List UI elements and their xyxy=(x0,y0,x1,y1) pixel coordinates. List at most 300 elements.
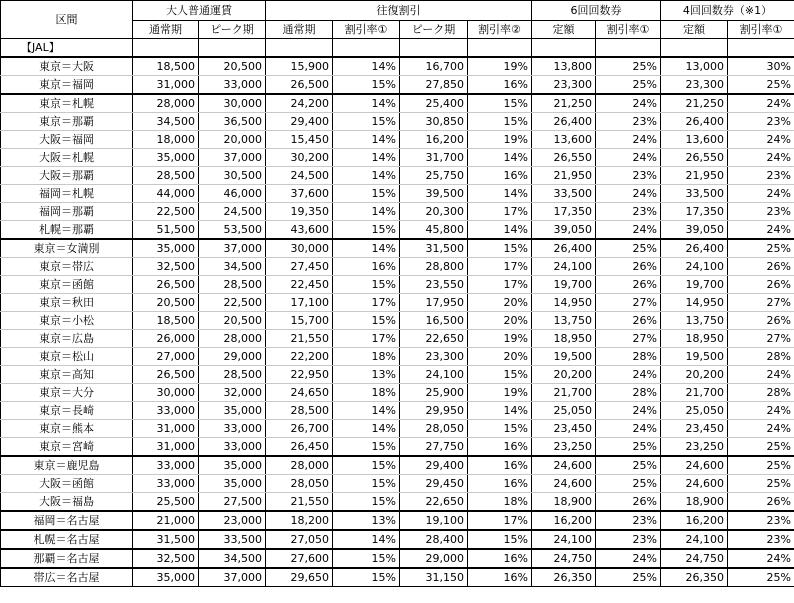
fare-cell: 35,000 xyxy=(133,149,199,167)
fare-cell: 24,500 xyxy=(266,167,333,185)
fare-cell: 36,500 xyxy=(199,113,266,131)
fare-cell: 28,000 xyxy=(199,330,266,348)
fare-cell: 21,700 xyxy=(532,384,596,402)
table-row xyxy=(1,312,794,330)
fare-cell: 13,800 xyxy=(532,57,596,76)
route-cell: 大阪＝函館 xyxy=(1,475,133,493)
route-cell: 東京＝札幌 xyxy=(1,94,133,113)
fare-cell: 17% xyxy=(333,294,400,312)
fare-cell: 24% xyxy=(728,185,794,203)
fare-cell: 13% xyxy=(333,511,400,530)
fare-cell: 26% xyxy=(728,276,794,294)
route-cell: 札幌＝名古屋 xyxy=(1,530,133,549)
fare-cell: 23,450 xyxy=(532,420,596,438)
subheader-cell: 割引率① xyxy=(728,21,794,39)
fare-cell: 21,250 xyxy=(532,94,596,113)
fare-cell: 24% xyxy=(728,420,794,438)
fare-cell: 19% xyxy=(468,384,532,402)
table-row xyxy=(1,94,794,113)
fare-cell: 27,500 xyxy=(199,493,266,512)
route-cell: 東京＝長崎 xyxy=(1,402,133,420)
fare-cell: 15% xyxy=(333,549,400,568)
fare-cell: 23,250 xyxy=(532,438,596,457)
table-row xyxy=(1,167,794,185)
fare-cell: 23% xyxy=(596,511,661,530)
fare-cell: 26,400 xyxy=(532,113,596,131)
fare-cell: 17,350 xyxy=(532,203,596,221)
fare-cell: 14% xyxy=(333,167,400,185)
fare-cell: 19,500 xyxy=(532,348,596,366)
fare-cell: 24% xyxy=(596,185,661,203)
fare-cell: 30,000 xyxy=(133,384,199,402)
fare-cell: 34,500 xyxy=(199,549,266,568)
fare-cell: 33,000 xyxy=(133,402,199,420)
fare-cell: 24,600 xyxy=(661,456,728,475)
fare-cell: 28,500 xyxy=(199,366,266,384)
fare-cell: 33,500 xyxy=(199,530,266,549)
fare-cell: 20% xyxy=(468,348,532,366)
fare-cell: 29,450 xyxy=(400,475,468,493)
fare-cell: 28,000 xyxy=(133,94,199,113)
fare-cell: 16% xyxy=(468,475,532,493)
table-row xyxy=(1,276,794,294)
fare-cell: 25% xyxy=(728,456,794,475)
fare-cell: 28% xyxy=(596,348,661,366)
fare-cell: 23,300 xyxy=(400,348,468,366)
fare-cell: 27,450 xyxy=(266,258,333,276)
fare-cell: 14% xyxy=(333,131,400,149)
table-row xyxy=(1,438,794,457)
table-row xyxy=(1,456,794,475)
fare-cell: 29,400 xyxy=(400,456,468,475)
fare-cell: 24,100 xyxy=(661,530,728,549)
fare-cell: 15% xyxy=(468,530,532,549)
fare-cell: 25,050 xyxy=(532,402,596,420)
table-row xyxy=(1,258,794,276)
route-cell: 札幌＝那覇 xyxy=(1,221,133,240)
fare-cell: 21,550 xyxy=(266,330,333,348)
fare-cell: 15% xyxy=(468,366,532,384)
fare-cell: 18% xyxy=(333,384,400,402)
fare-cell: 26,400 xyxy=(532,239,596,258)
fare-cell: 29,000 xyxy=(400,549,468,568)
table-row xyxy=(1,530,794,549)
fare-cell: 27% xyxy=(728,330,794,348)
fare-cell: 16% xyxy=(468,438,532,457)
fare-cell: 24% xyxy=(728,402,794,420)
fare-cell: 30% xyxy=(728,57,794,76)
fare-cell: 25% xyxy=(728,438,794,457)
fare-cell: 28% xyxy=(596,384,661,402)
fare-cell: 28,500 xyxy=(266,402,333,420)
fare-cell: 37,000 xyxy=(199,239,266,258)
fare-cell: 53,500 xyxy=(199,221,266,240)
fare-cell: 25% xyxy=(596,57,661,76)
fare-cell: 32,500 xyxy=(133,549,199,568)
fare-cell: 22,500 xyxy=(133,203,199,221)
table-row xyxy=(1,402,794,420)
fare-cell: 23% xyxy=(596,203,661,221)
fare-cell: 16,700 xyxy=(400,57,468,76)
fare-cell: 16% xyxy=(468,456,532,475)
subheader-cell: 割引率① xyxy=(596,21,661,39)
route-cell: 東京＝松山 xyxy=(1,348,133,366)
fare-cell: 23% xyxy=(728,203,794,221)
route-cell: 東京＝帯広 xyxy=(1,258,133,276)
fare-cell: 19,500 xyxy=(661,348,728,366)
fare-cell: 20,200 xyxy=(661,366,728,384)
fare-cell: 15% xyxy=(333,76,400,95)
fare-cell: 26,500 xyxy=(133,366,199,384)
subheader-cell: 通常期 xyxy=(266,21,333,39)
fare-cell: 26% xyxy=(728,312,794,330)
fare-cell: 35,000 xyxy=(133,239,199,258)
fare-cell: 26,350 xyxy=(532,568,596,587)
fare-cell: 31,000 xyxy=(133,438,199,457)
subheader-cell: 通常期 xyxy=(133,21,199,39)
route-cell: 東京＝福岡 xyxy=(1,76,133,95)
fare-cell: 24% xyxy=(728,149,794,167)
fare-cell: 16,500 xyxy=(400,312,468,330)
fare-cell: 31,500 xyxy=(400,239,468,258)
route-cell: 東京＝秋田 xyxy=(1,294,133,312)
fare-cell: 43,600 xyxy=(266,221,333,240)
fare-cell: 19% xyxy=(468,131,532,149)
fare-cell: 21,950 xyxy=(661,167,728,185)
subheader-cell: ピーク期 xyxy=(199,21,266,39)
fare-cell: 24% xyxy=(728,366,794,384)
route-cell: 帯広＝名古屋 xyxy=(1,568,133,587)
subheader-cell: ピーク期 xyxy=(400,21,468,39)
fare-cell: 19,100 xyxy=(400,511,468,530)
fare-cell: 25% xyxy=(596,438,661,457)
fare-cell: 26,700 xyxy=(266,420,333,438)
table-row xyxy=(1,330,794,348)
fare-cell: 33,500 xyxy=(532,185,596,203)
fare-cell: 20% xyxy=(468,312,532,330)
table-row xyxy=(1,185,794,203)
fare-cell: 22,650 xyxy=(400,493,468,512)
subheader-cell: 定額 xyxy=(532,21,596,39)
fare-cell: 17% xyxy=(468,511,532,530)
fare-cell: 23% xyxy=(728,167,794,185)
fare-cell: 26,450 xyxy=(266,438,333,457)
header-round-trip: 往復割引 xyxy=(266,1,532,21)
fare-cell: 18,950 xyxy=(661,330,728,348)
fare-cell: 19,350 xyxy=(266,203,333,221)
route-cell: 東京＝函館 xyxy=(1,276,133,294)
fare-cell: 25% xyxy=(728,475,794,493)
fare-cell: 24,100 xyxy=(661,258,728,276)
fare-cell: 37,000 xyxy=(199,568,266,587)
fare-cell: 19,700 xyxy=(661,276,728,294)
fare-cell: 24% xyxy=(596,420,661,438)
fare-cell: 14% xyxy=(333,203,400,221)
table-row xyxy=(1,511,794,530)
fare-cell: 20,000 xyxy=(199,131,266,149)
fare-cell: 24,600 xyxy=(532,456,596,475)
fare-cell: 26% xyxy=(596,276,661,294)
fare-cell: 27% xyxy=(596,294,661,312)
table-row xyxy=(1,384,794,402)
fare-cell: 14% xyxy=(333,420,400,438)
fare-cell: 22,650 xyxy=(400,330,468,348)
fare-cell: 24,600 xyxy=(532,475,596,493)
fare-cell: 26,000 xyxy=(133,330,199,348)
fare-cell: 35,000 xyxy=(133,568,199,587)
route-cell: 東京＝宮崎 xyxy=(1,438,133,457)
fare-cell: 15% xyxy=(333,568,400,587)
fare-cell: 24% xyxy=(728,94,794,113)
subheader-cell: 定額 xyxy=(661,21,728,39)
fare-cell: 20,200 xyxy=(532,366,596,384)
fare-cell: 17,350 xyxy=(661,203,728,221)
table-row xyxy=(1,57,794,76)
fare-cell: 23,550 xyxy=(400,276,468,294)
table-row xyxy=(1,348,794,366)
fare-cell: 32,500 xyxy=(133,258,199,276)
fare-cell: 13% xyxy=(333,366,400,384)
fare-cell: 27% xyxy=(728,294,794,312)
route-cell: 東京＝女満別 xyxy=(1,239,133,258)
table-row xyxy=(1,149,794,167)
fare-cell: 15% xyxy=(333,493,400,512)
fare-cell: 24,100 xyxy=(532,258,596,276)
table-row xyxy=(1,76,794,95)
fare-cell: 24% xyxy=(596,131,661,149)
fare-cell: 22,500 xyxy=(199,294,266,312)
fare-cell: 26% xyxy=(728,258,794,276)
route-cell: 東京＝大阪 xyxy=(1,57,133,76)
fare-cell: 17,100 xyxy=(266,294,333,312)
fare-cell: 30,500 xyxy=(199,167,266,185)
fare-cell: 16% xyxy=(333,258,400,276)
fare-cell: 20% xyxy=(468,294,532,312)
fare-cell: 33,000 xyxy=(199,438,266,457)
fare-cell: 46,000 xyxy=(199,185,266,203)
table-row xyxy=(1,493,794,512)
fare-cell: 16% xyxy=(468,76,532,95)
fare-cell: 24,750 xyxy=(532,549,596,568)
fare-cell: 14% xyxy=(333,402,400,420)
route-cell: 東京＝高知 xyxy=(1,366,133,384)
fare-cell: 18% xyxy=(333,348,400,366)
fare-cell: 24,600 xyxy=(661,475,728,493)
fare-cell: 15% xyxy=(333,113,400,131)
fare-cell: 27,000 xyxy=(133,348,199,366)
fare-cell: 30,000 xyxy=(199,94,266,113)
fare-cell: 28,000 xyxy=(266,456,333,475)
fare-cell: 24% xyxy=(728,131,794,149)
route-cell: 東京＝広島 xyxy=(1,330,133,348)
fare-cell: 20,500 xyxy=(199,57,266,76)
fare-cell: 15% xyxy=(333,456,400,475)
fare-cell: 25,900 xyxy=(400,384,468,402)
fare-cell: 23% xyxy=(728,113,794,131)
fare-cell: 14% xyxy=(333,57,400,76)
fare-cell: 23% xyxy=(728,511,794,530)
fare-cell: 24% xyxy=(596,366,661,384)
fare-cell: 27,050 xyxy=(266,530,333,549)
fare-cell: 16% xyxy=(468,167,532,185)
fare-cell: 13,600 xyxy=(532,131,596,149)
header-section: 区間 xyxy=(1,1,133,39)
fare-cell: 33,000 xyxy=(133,456,199,475)
fare-cell: 14,950 xyxy=(661,294,728,312)
fare-cell: 28,500 xyxy=(199,276,266,294)
fare-cell: 28,800 xyxy=(400,258,468,276)
fare-cell: 23% xyxy=(596,113,661,131)
table-row xyxy=(1,294,794,312)
route-cell: 東京＝鹿児島 xyxy=(1,456,133,475)
table-row xyxy=(1,131,794,149)
route-cell: 大阪＝那覇 xyxy=(1,167,133,185)
fare-cell: 15% xyxy=(333,221,400,240)
fare-cell: 23% xyxy=(596,530,661,549)
fare-cell: 28,400 xyxy=(400,530,468,549)
fare-cell: 31,500 xyxy=(133,530,199,549)
fare-cell: 32,000 xyxy=(199,384,266,402)
route-cell: 福岡＝名古屋 xyxy=(1,511,133,530)
route-cell: 東京＝熊本 xyxy=(1,420,133,438)
fare-cell: 24,100 xyxy=(532,530,596,549)
fare-cell: 28,050 xyxy=(400,420,468,438)
fare-cell: 14,950 xyxy=(532,294,596,312)
route-cell: 東京＝那覇 xyxy=(1,113,133,131)
fare-cell: 27% xyxy=(596,330,661,348)
fare-cell: 19% xyxy=(468,330,532,348)
fare-cell: 18,500 xyxy=(133,57,199,76)
route-cell: 那覇＝名古屋 xyxy=(1,549,133,568)
fare-cell: 15% xyxy=(468,420,532,438)
fare-cell: 15,900 xyxy=(266,57,333,76)
table-row xyxy=(1,549,794,568)
fare-cell: 22,450 xyxy=(266,276,333,294)
fare-cell: 19% xyxy=(468,57,532,76)
table-row xyxy=(1,568,794,587)
route-cell: 大阪＝福岡 xyxy=(1,131,133,149)
fare-cell: 44,000 xyxy=(133,185,199,203)
fare-cell: 25,750 xyxy=(400,167,468,185)
fare-cell: 24% xyxy=(728,549,794,568)
fare-cell: 15% xyxy=(333,312,400,330)
header-four-ticket: 4回回数券（※1） xyxy=(661,1,794,21)
fare-cell: 17,950 xyxy=(400,294,468,312)
fare-cell: 13,600 xyxy=(661,131,728,149)
fare-cell: 23,450 xyxy=(661,420,728,438)
route-cell: 福岡＝札幌 xyxy=(1,185,133,203)
fare-cell: 15% xyxy=(333,438,400,457)
fare-cell: 17% xyxy=(468,258,532,276)
fare-cell: 25% xyxy=(728,239,794,258)
fare-cell: 26,500 xyxy=(266,76,333,95)
table-row xyxy=(1,475,794,493)
fare-cell: 30,200 xyxy=(266,149,333,167)
fare-cell: 25,500 xyxy=(133,493,199,512)
route-cell: 福岡＝那覇 xyxy=(1,203,133,221)
fare-cell: 24,500 xyxy=(199,203,266,221)
fare-cell: 15% xyxy=(333,185,400,203)
fare-cell: 37,600 xyxy=(266,185,333,203)
fare-cell: 25% xyxy=(596,568,661,587)
subheader-cell: 割引率② xyxy=(468,21,532,39)
fare-cell: 22,200 xyxy=(266,348,333,366)
fare-cell: 16% xyxy=(468,568,532,587)
fare-cell: 17% xyxy=(468,276,532,294)
fare-cell: 39,050 xyxy=(532,221,596,240)
fare-cell: 21,950 xyxy=(532,167,596,185)
fare-cell: 18,500 xyxy=(133,312,199,330)
route-cell: 東京＝小松 xyxy=(1,312,133,330)
fare-cell: 28,050 xyxy=(266,475,333,493)
fare-cell: 20,500 xyxy=(199,312,266,330)
table-row xyxy=(1,420,794,438)
fare-cell: 14% xyxy=(468,185,532,203)
fare-cell: 45,800 xyxy=(400,221,468,240)
route-cell: 大阪＝札幌 xyxy=(1,149,133,167)
fare-cell: 30,000 xyxy=(266,239,333,258)
fare-cell: 21,000 xyxy=(133,511,199,530)
fare-cell: 14% xyxy=(468,221,532,240)
fare-cell: 14% xyxy=(468,149,532,167)
fare-cell: 25% xyxy=(728,76,794,95)
fare-cell: 28% xyxy=(728,348,794,366)
fare-cell: 25% xyxy=(596,475,661,493)
section-label: 【JAL】 xyxy=(1,39,133,58)
fare-cell: 15% xyxy=(333,276,400,294)
fare-cell: 24,100 xyxy=(400,366,468,384)
fare-cell: 26% xyxy=(596,258,661,276)
fare-cell: 33,000 xyxy=(133,475,199,493)
fare-cell: 13,000 xyxy=(661,57,728,76)
fare-cell: 24% xyxy=(596,402,661,420)
fare-cell: 39,050 xyxy=(661,221,728,240)
fare-cell: 23,250 xyxy=(661,438,728,457)
fare-cell: 18,950 xyxy=(532,330,596,348)
fare-cell: 17% xyxy=(468,203,532,221)
fare-cell: 23% xyxy=(596,167,661,185)
header-adult-fare: 大人普通運賃 xyxy=(133,1,266,21)
fare-cell: 24% xyxy=(596,221,661,240)
fare-cell: 24% xyxy=(596,549,661,568)
fare-cell: 24,200 xyxy=(266,94,333,113)
section-row xyxy=(1,39,794,58)
fare-cell: 14% xyxy=(333,239,400,258)
fare-cell: 31,000 xyxy=(133,76,199,95)
fare-cell: 25% xyxy=(596,239,661,258)
fare-cell: 26% xyxy=(596,493,661,512)
fare-cell: 23,300 xyxy=(661,76,728,95)
fare-cell: 30,850 xyxy=(400,113,468,131)
fare-cell: 25,400 xyxy=(400,94,468,113)
fare-cell: 21,700 xyxy=(661,384,728,402)
fare-cell: 28,500 xyxy=(133,167,199,185)
fare-cell: 28% xyxy=(728,384,794,402)
fare-cell: 26,550 xyxy=(661,149,728,167)
fare-cell: 15% xyxy=(333,475,400,493)
fare-cell: 25% xyxy=(596,76,661,95)
fare-cell: 16,200 xyxy=(661,511,728,530)
table-row xyxy=(1,113,794,131)
fare-cell: 25,050 xyxy=(661,402,728,420)
header-six-ticket: 6回回数券 xyxy=(532,1,661,21)
fare-cell: 13,750 xyxy=(532,312,596,330)
fare-cell: 25% xyxy=(728,568,794,587)
table-row xyxy=(1,366,794,384)
fare-cell: 19,700 xyxy=(532,276,596,294)
fare-cell: 39,500 xyxy=(400,185,468,203)
fare-cell: 16,200 xyxy=(532,511,596,530)
